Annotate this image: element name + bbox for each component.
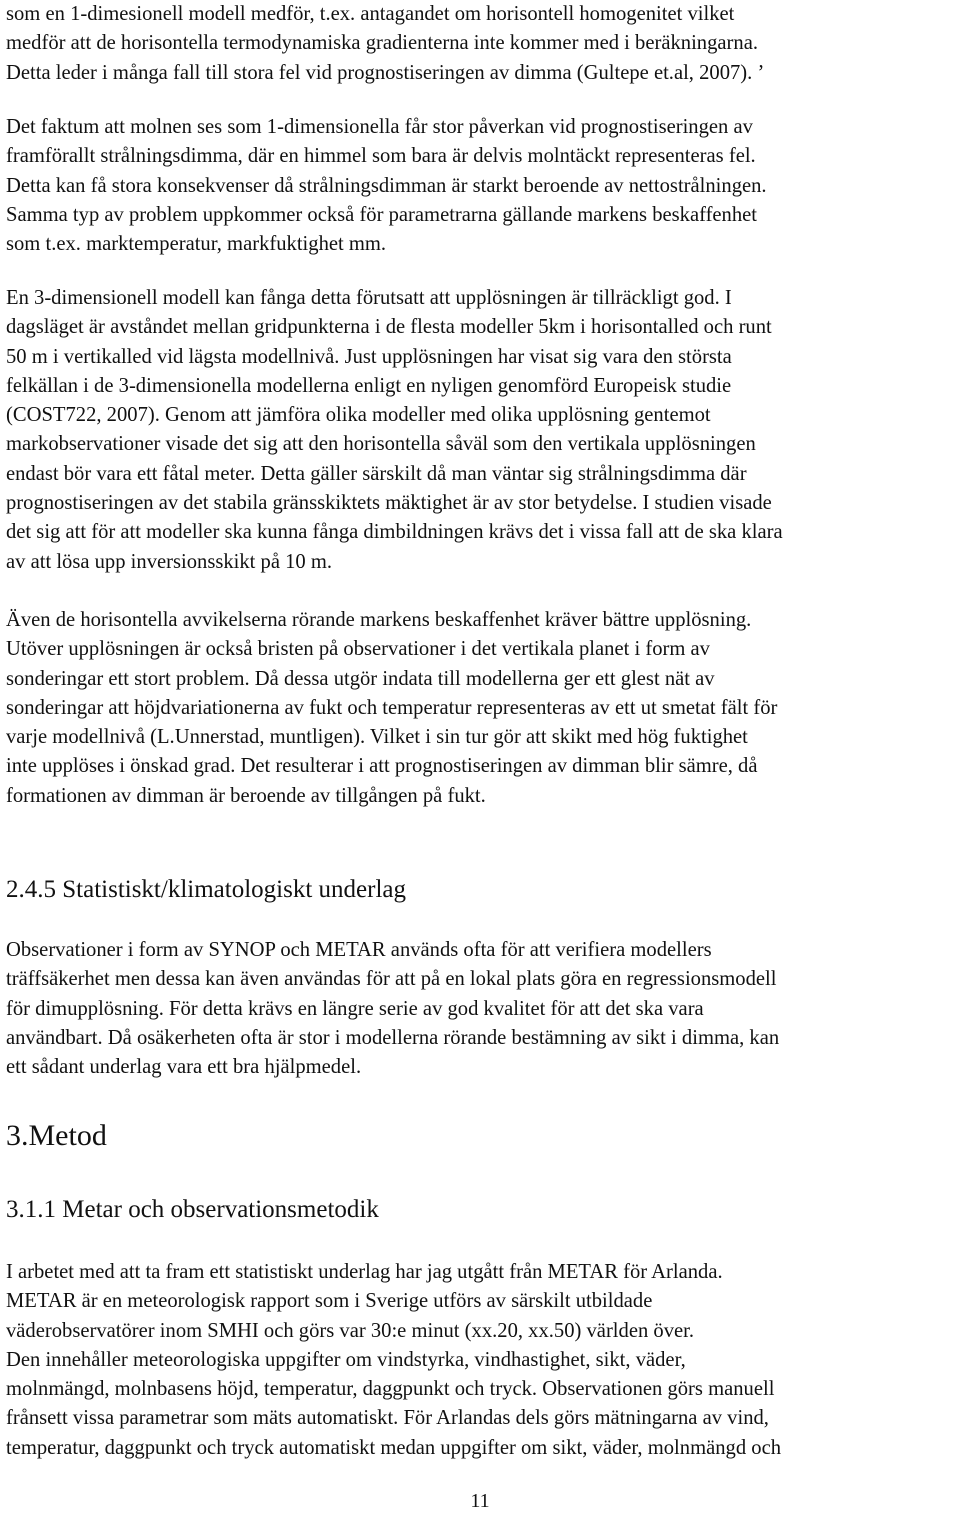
text-line: det sig att för att modeller ska kunna fånga dimbildningen krävs det i vissa fall att de ska klara	[6, 521, 783, 544]
text-line: framförallt strålningsdimma, där en himmel som bara är delvis molntäckt representeras fel.	[6, 145, 756, 168]
text-line: dagsläget är avståndet mellan gridpunkterna i de flesta modeller 5km i horisontalled och runt	[6, 316, 772, 339]
text-line: markobservationer visade det sig att den horisontella såväl som den vertikala upplösningen	[6, 433, 756, 456]
text-line: användbart. Då osäkerheten ofta är stor i modellerna rörande bestämning av sikt i dimma, kan	[6, 1026, 780, 1049]
text-line: Detta leder i många fall till stora fel vid prognostiseringen av dimma (Gultepe et.al, 2007). ’	[6, 61, 765, 84]
text-line: Utöver upplösningen är också bristen på observationer i det vertikala planet i form av	[6, 638, 710, 661]
text-line: sonderingar ett stort problem. Då dessa utgör indata till modellerna ger ett glest nät av	[6, 667, 715, 690]
text-line: (COST722, 2007). Genom att jämföra olika modeller med olika upplösning gentemot	[6, 404, 711, 427]
text-line: Även de horisontella avvikelserna rörande markens beskaffenhet kräver bättre upplösning.	[6, 609, 752, 631]
paragraph-1	[6, 0, 958, 88]
text-line: av att lösa upp inversionsskikt på 10 m.	[6, 550, 333, 573]
paragraph-3	[6, 284, 958, 577]
text-line: 50 m i vertikalled vid lägsta modellnivå. Just upplösningen har visat sig vara den största	[6, 345, 732, 368]
text-line: I arbetet med att ta fram ett statistiskt underlag har jag utgått från METAR för Arlanda.	[6, 1261, 723, 1283]
text-line: medför att de horisontella termodynamiska gradienterna inte kommer med i beräkningarna.	[6, 32, 758, 55]
text-line: som t.ex. marktemperatur, markfuktighet mm.	[6, 233, 387, 256]
paragraph-4	[6, 606, 958, 811]
text-line: ett sådant underlag vara ett bra hjälpmedel.	[6, 1056, 362, 1079]
text-line: prognostiseringen av det stabila gränsskiktets mäktighet är av stor betydelse. I studien visade	[6, 492, 772, 515]
page-number: 11	[470, 1490, 490, 1512]
paragraph-2	[6, 113, 958, 259]
text-line: Den innehåller meteorologiska uppgifter om vindstyrka, vindhastighet, sikt, väder,	[6, 1348, 686, 1371]
text-line: inte upplöses i önskad grad. Det resulterar i att prognostiseringen av dimman blir sämre, då	[6, 755, 758, 778]
text-line: METAR är en meteorologisk rapport som i Sverige utförs av särskilt utbildade	[6, 1290, 653, 1313]
text-line: temperatur, daggpunkt och tryck automatiskt medan uppgifter om sikt, väder, molnmängd och	[6, 1436, 782, 1459]
paragraph-5	[6, 936, 958, 1082]
section-heading: 2.4.5 Statistiskt/klimatologiskt underlag	[6, 876, 406, 903]
paragraph-6	[6, 1258, 958, 1463]
text-line: träffsäkerhet men dessa kan även användas för att på en lokal plats göra en regressionsmodell	[6, 968, 777, 991]
text-line: molnmängd, molnbasens höjd, temperatur, daggpunkt och tryck. Observationen görs manuell	[6, 1378, 775, 1401]
text-line: Observationer i form av SYNOP och METAR används ofta för att verifiera modellers	[6, 939, 712, 961]
text-line: varje modellnivå (L.Unnerstad, muntligen). Vilket i sin tur gör att skikt med hög fuktighet	[6, 726, 748, 749]
text-line: Det faktum att molnen ses som 1-dimensionella får stor påverkan vid prognostiseringen av	[6, 116, 753, 138]
chapter-heading: 3.Metod	[6, 1119, 107, 1152]
text-line: för dimupplösning. För detta krävs en längre serie av god kvalitet för att det ska vara	[6, 997, 704, 1020]
text-line: formationen av dimman är beroende av tillgången på fukt.	[6, 784, 486, 807]
text-line: endast bör vara ett fåtal meter. Detta gäller särskilt då man väntar sig strålningsdimma där	[6, 462, 747, 485]
section-heading: 3.1.1 Metar och observationsmetodik	[6, 1196, 379, 1223]
text-line: En 3-dimensionell modell kan fånga detta förutsatt att upplösningen är tillräckligt god. I	[6, 287, 732, 309]
text-line: väderobservatörer inom SMHI och görs var 30:e minut (xx.20, xx.50) världen över.	[6, 1319, 695, 1342]
text-line: sonderingar att höjdvariationerna av fukt och temperatur representeras av ett ut smetat fält för	[6, 696, 778, 719]
text-line: frånsett vissa parametrar som mäts automatiskt. För Arlandas dels görs mätningarna av vind,	[6, 1407, 769, 1430]
text-line: som en 1-dimesionell modell medför, t.ex. antagandet om horisontell homogenitet vilket	[6, 3, 735, 25]
text-line: Samma typ av problem uppkommer också för parametrarna gällande markens beskaffenhet	[6, 203, 758, 226]
text-line: Detta kan få stora konsekvenser då strålningsdimman är starkt beroende av nettostrålningen.	[6, 174, 767, 197]
text-line: felkällan i de 3-dimensionella modellerna enligt en nyligen genomförd Europeisk studie	[6, 374, 732, 397]
